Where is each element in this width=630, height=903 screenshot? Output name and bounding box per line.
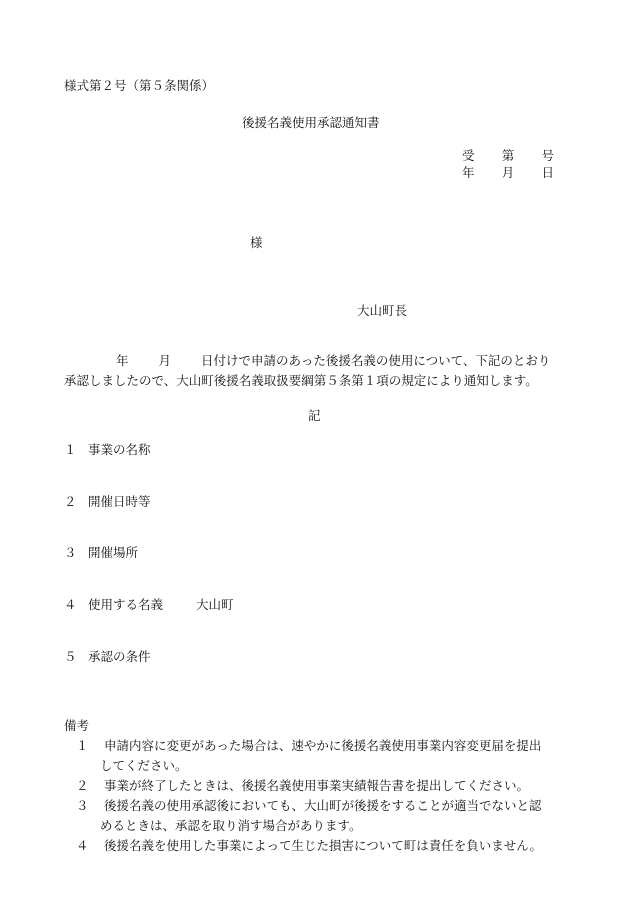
- item-label: 開催日時等: [88, 494, 151, 509]
- item-number: ２: [64, 494, 77, 509]
- item-label: 承認の条件: [88, 649, 151, 664]
- ki-heading: 記: [308, 408, 321, 423]
- doc-number-suffix: 号: [541, 148, 554, 163]
- doc-number-mid: 第: [501, 148, 515, 163]
- note-number: ３: [76, 798, 89, 813]
- doc-number-prefix: 受: [462, 148, 475, 163]
- item-1: [64, 444, 151, 457]
- note-number: １: [76, 738, 89, 753]
- note-2: [76, 776, 586, 796]
- note-line-1: 事業が終了したときは、後援名義使用事業実績報告書を提出してください。: [104, 778, 530, 793]
- notes-list: [76, 736, 586, 856]
- note-line-1: 後援名義の使用承認後においても、大山町が後援をすることが適当でないと認: [104, 798, 542, 813]
- note-number: ２: [76, 778, 89, 793]
- note-line-1: 申請内容に変更があった場合は、速やかに後援名義使用事業内容変更届を提出: [104, 738, 542, 753]
- item-5: [64, 651, 151, 664]
- document-date: [462, 167, 554, 180]
- item-value: 大山町: [196, 597, 234, 612]
- form-label: 様式第２号（第５条関係）: [64, 78, 215, 93]
- date-day: 日: [541, 165, 554, 180]
- body-line1-rest: 日付けで申請のあった後援名義の使用について、下記のとおり: [201, 353, 551, 368]
- item-number: ５: [64, 649, 77, 664]
- item-2: [64, 496, 151, 509]
- note-line-2: めるときは、承認を取り消す場合があります。: [100, 818, 362, 833]
- item-label: 開催場所: [88, 545, 139, 560]
- body-paragraph: [64, 351, 584, 391]
- item-4: [64, 599, 234, 612]
- note-line-2: してください。: [100, 758, 188, 773]
- item-number: ４: [64, 597, 77, 612]
- body-line-1: [64, 351, 584, 371]
- note-number: ４: [76, 838, 89, 853]
- item-label: 事業の名称: [88, 442, 151, 457]
- body-line-2: 承認しましたので、大山町後援名義取扱要綱第５条第１項の規定により通知します。: [64, 373, 538, 388]
- body-year: 年: [116, 353, 129, 368]
- item-number: １: [64, 442, 77, 457]
- item-number: ３: [64, 545, 77, 560]
- date-year: 年: [462, 165, 475, 180]
- item-label: 使用する名義: [88, 597, 164, 612]
- date-month: 月: [501, 165, 515, 180]
- issuer: 大山町長: [357, 303, 408, 318]
- note-4: [76, 836, 586, 856]
- document-number: [462, 150, 554, 163]
- note-1: [76, 736, 586, 776]
- note-line-1: 後援名義を使用した事業によって生じた損害について町は責任を負いません。: [104, 838, 543, 853]
- note-3: [76, 796, 586, 836]
- notes-heading: 備考: [64, 718, 90, 733]
- body-month: 月: [158, 353, 172, 368]
- addressee-suffix: 様: [250, 235, 263, 250]
- document-title: 後援名義使用承認通知書: [242, 115, 380, 130]
- item-3: [64, 547, 138, 560]
